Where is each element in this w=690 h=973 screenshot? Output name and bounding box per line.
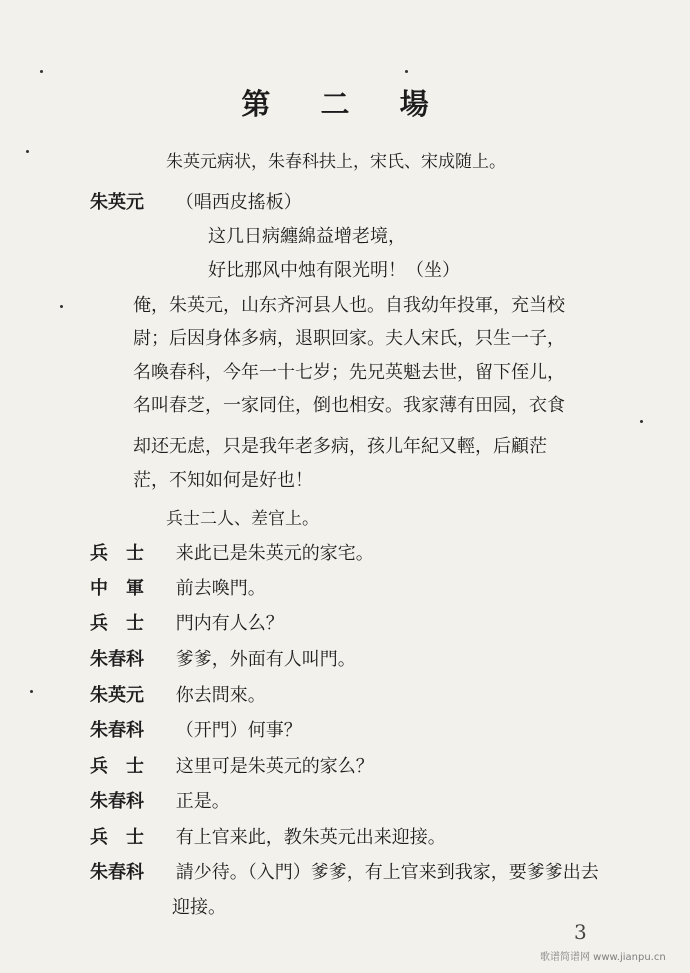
dialogue-line: （开門）何事？ bbox=[175, 720, 302, 741]
dialogue-row bbox=[90, 609, 284, 635]
speaker-name: 朱春科 bbox=[90, 720, 144, 741]
print-speck bbox=[40, 70, 43, 73]
speaker-name: 朱春科 bbox=[90, 862, 144, 883]
print-speck bbox=[30, 690, 33, 693]
page-number: 3 bbox=[574, 920, 587, 944]
dialogue-line: 正是。 bbox=[175, 791, 230, 812]
dialogue-row bbox=[90, 539, 374, 565]
dialogue-line: 門内有人么？ bbox=[175, 613, 284, 634]
dialogue-row bbox=[90, 858, 599, 884]
speaker-name: 朱春科 bbox=[90, 649, 144, 670]
dialogue-row bbox=[90, 574, 266, 600]
dialogue-line: 有上官来此，教朱英元出来迎接。 bbox=[175, 827, 446, 848]
speaker-name: 兵士 bbox=[90, 827, 162, 848]
song-header bbox=[90, 188, 302, 214]
dialogue-continuation: 迎接。 bbox=[172, 897, 226, 918]
dialogue-row bbox=[90, 823, 446, 849]
dialogue-line: 你去問來。 bbox=[175, 685, 266, 706]
speaker-name: 朱英元 bbox=[90, 192, 144, 213]
print-speck bbox=[640, 420, 643, 423]
opening-stage-direction: 朱英元病状，朱春科扶上，宋氏、宋成随上。 bbox=[166, 152, 506, 172]
print-speck bbox=[26, 150, 29, 153]
speaker-name: 兵士 bbox=[90, 543, 162, 564]
dialogue-line: 这里可是朱英元的家么？ bbox=[175, 756, 374, 777]
scene-title: 第 二 場 bbox=[241, 87, 449, 121]
stage-direction: 兵士二人、差官上。 bbox=[166, 509, 319, 529]
dialogue-line: 前去喚門。 bbox=[175, 578, 266, 599]
song-direction: （唱西皮搖板） bbox=[175, 192, 302, 213]
monologue-line: 茫，不知如何是好也！ bbox=[133, 470, 313, 491]
dialogue-row bbox=[90, 716, 302, 742]
monologue-line: 名喚春科，今年一十七岁；先兄英魁去世，留下侄儿， bbox=[133, 362, 565, 383]
monologue-line: 俺，朱英元，山东齐河县人也。自我幼年投軍，充当校 bbox=[133, 295, 565, 316]
dialogue-line: 爹爹，外面有人叫門。 bbox=[175, 649, 356, 670]
dialogue-line: 請少待。（入門）爹爹，有上官来到我家，要爹爹出去 bbox=[175, 862, 599, 883]
dialogue-row bbox=[90, 752, 374, 778]
monologue-line: 却还无虑，只是我年老多病，孩儿年紀又輕，后顧茫 bbox=[133, 436, 547, 457]
speaker-name: 朱春科 bbox=[90, 791, 144, 812]
monologue-line: 名叫春芝，一家同住，倒也相安。我家薄有田园，衣食 bbox=[133, 395, 565, 416]
dialogue-line: 来此已是朱英元的家宅。 bbox=[175, 543, 374, 564]
speaker-name: 中軍 bbox=[90, 578, 162, 599]
dialogue-row bbox=[90, 681, 266, 707]
verse-line: 好比那风中烛有限光明！（坐） bbox=[208, 260, 460, 281]
speaker-name: 兵士 bbox=[90, 613, 162, 634]
dialogue-row bbox=[90, 787, 230, 813]
verse-line: 这几日病纏綿益增老境， bbox=[208, 226, 406, 247]
print-speck bbox=[60, 305, 63, 308]
speaker-name: 兵士 bbox=[90, 756, 162, 777]
dialogue-row bbox=[90, 645, 356, 671]
speaker-name: 朱英元 bbox=[90, 685, 144, 706]
print-speck bbox=[405, 70, 408, 73]
site-watermark: 歌谱简谱网 www.jianpu.cn bbox=[540, 952, 666, 963]
monologue-line: 尉；后因身体多病，退职回家。夫人宋氏，只生一子， bbox=[133, 328, 565, 349]
